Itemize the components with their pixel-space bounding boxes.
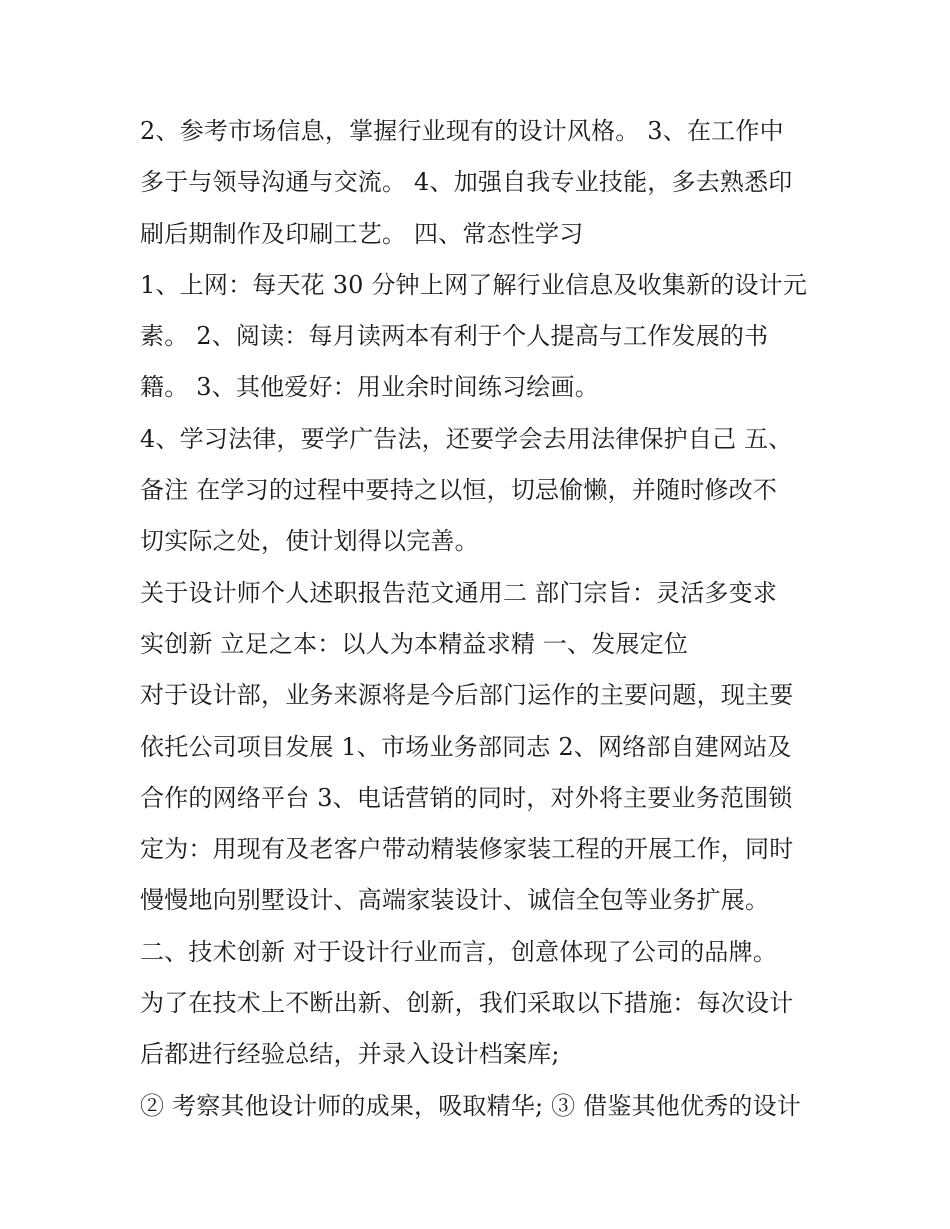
text-line: 关于设计师个人述职报告范文通用二 部门宗旨：灵活多变求 bbox=[140, 578, 778, 607]
text-line: 二、技术创新 对于设计行业而言，创意体现了公司的品牌。 bbox=[140, 937, 778, 966]
text-line: 切实际之处，使计划得以完善。 bbox=[140, 527, 479, 556]
text-line: 备注 在学习的过程中要持之以恒，切忌偷懒，并随时修改不 bbox=[140, 476, 778, 505]
text-line: ② 考察其他设计师的成果，吸取精华; ③ 借鉴其他优秀的设计 bbox=[140, 1091, 801, 1120]
document-body bbox=[140, 106, 820, 1132]
text-line: 4、学习法律，要学广告法，还要学会去用法律保护自己 五、 bbox=[140, 424, 793, 453]
text-line: 2、参考市场信息，掌握行业现有的设计风格。 3、在工作中 bbox=[140, 117, 784, 145]
text-line: 1、上网：每天花 30 分钟上网了解行业信息及收集新的设计元 bbox=[140, 270, 808, 299]
text-line: 多于与领导沟通与交流。 4、加强自我专业技能，多去熟悉印 bbox=[140, 168, 793, 197]
text-line: 对于设计部，业务来源将是今后部门运作的主要问题，现主要 bbox=[140, 681, 794, 710]
text-line: 为了在技术上不断出新、创新，我们采取以下措施：每次设计 bbox=[140, 989, 794, 1018]
text-line: 依托公司项目发展 1、市场业务部同志 2、网络部自建网站及 bbox=[140, 732, 792, 761]
text-line: 后都进行经验总结，并录入设计档案库; bbox=[140, 1040, 560, 1069]
text-line: 刷后期制作及印刷工艺。 四、常态性学习 bbox=[140, 219, 584, 248]
text-line: 慢慢地向别墅设计、高端家装设计、诚信全包等业务扩展。 bbox=[140, 886, 770, 915]
text-line: 素。 2、阅读：每月读两本有利于个人提高与工作发展的书 bbox=[140, 322, 769, 351]
text-line: 实创新 立足之本：以人为本精益求精 一、发展定位 bbox=[140, 629, 689, 658]
text-line: 定为：用现有及老客户带动精装修家装工程的开展工作，同时 bbox=[140, 835, 794, 864]
text-line: 合作的网络平台 3、电话营销的同时，对外将主要业务范围锁 bbox=[140, 783, 793, 812]
text-line: 籍。 3、其他爱好：用业余时间练习绘画。 bbox=[140, 373, 599, 402]
